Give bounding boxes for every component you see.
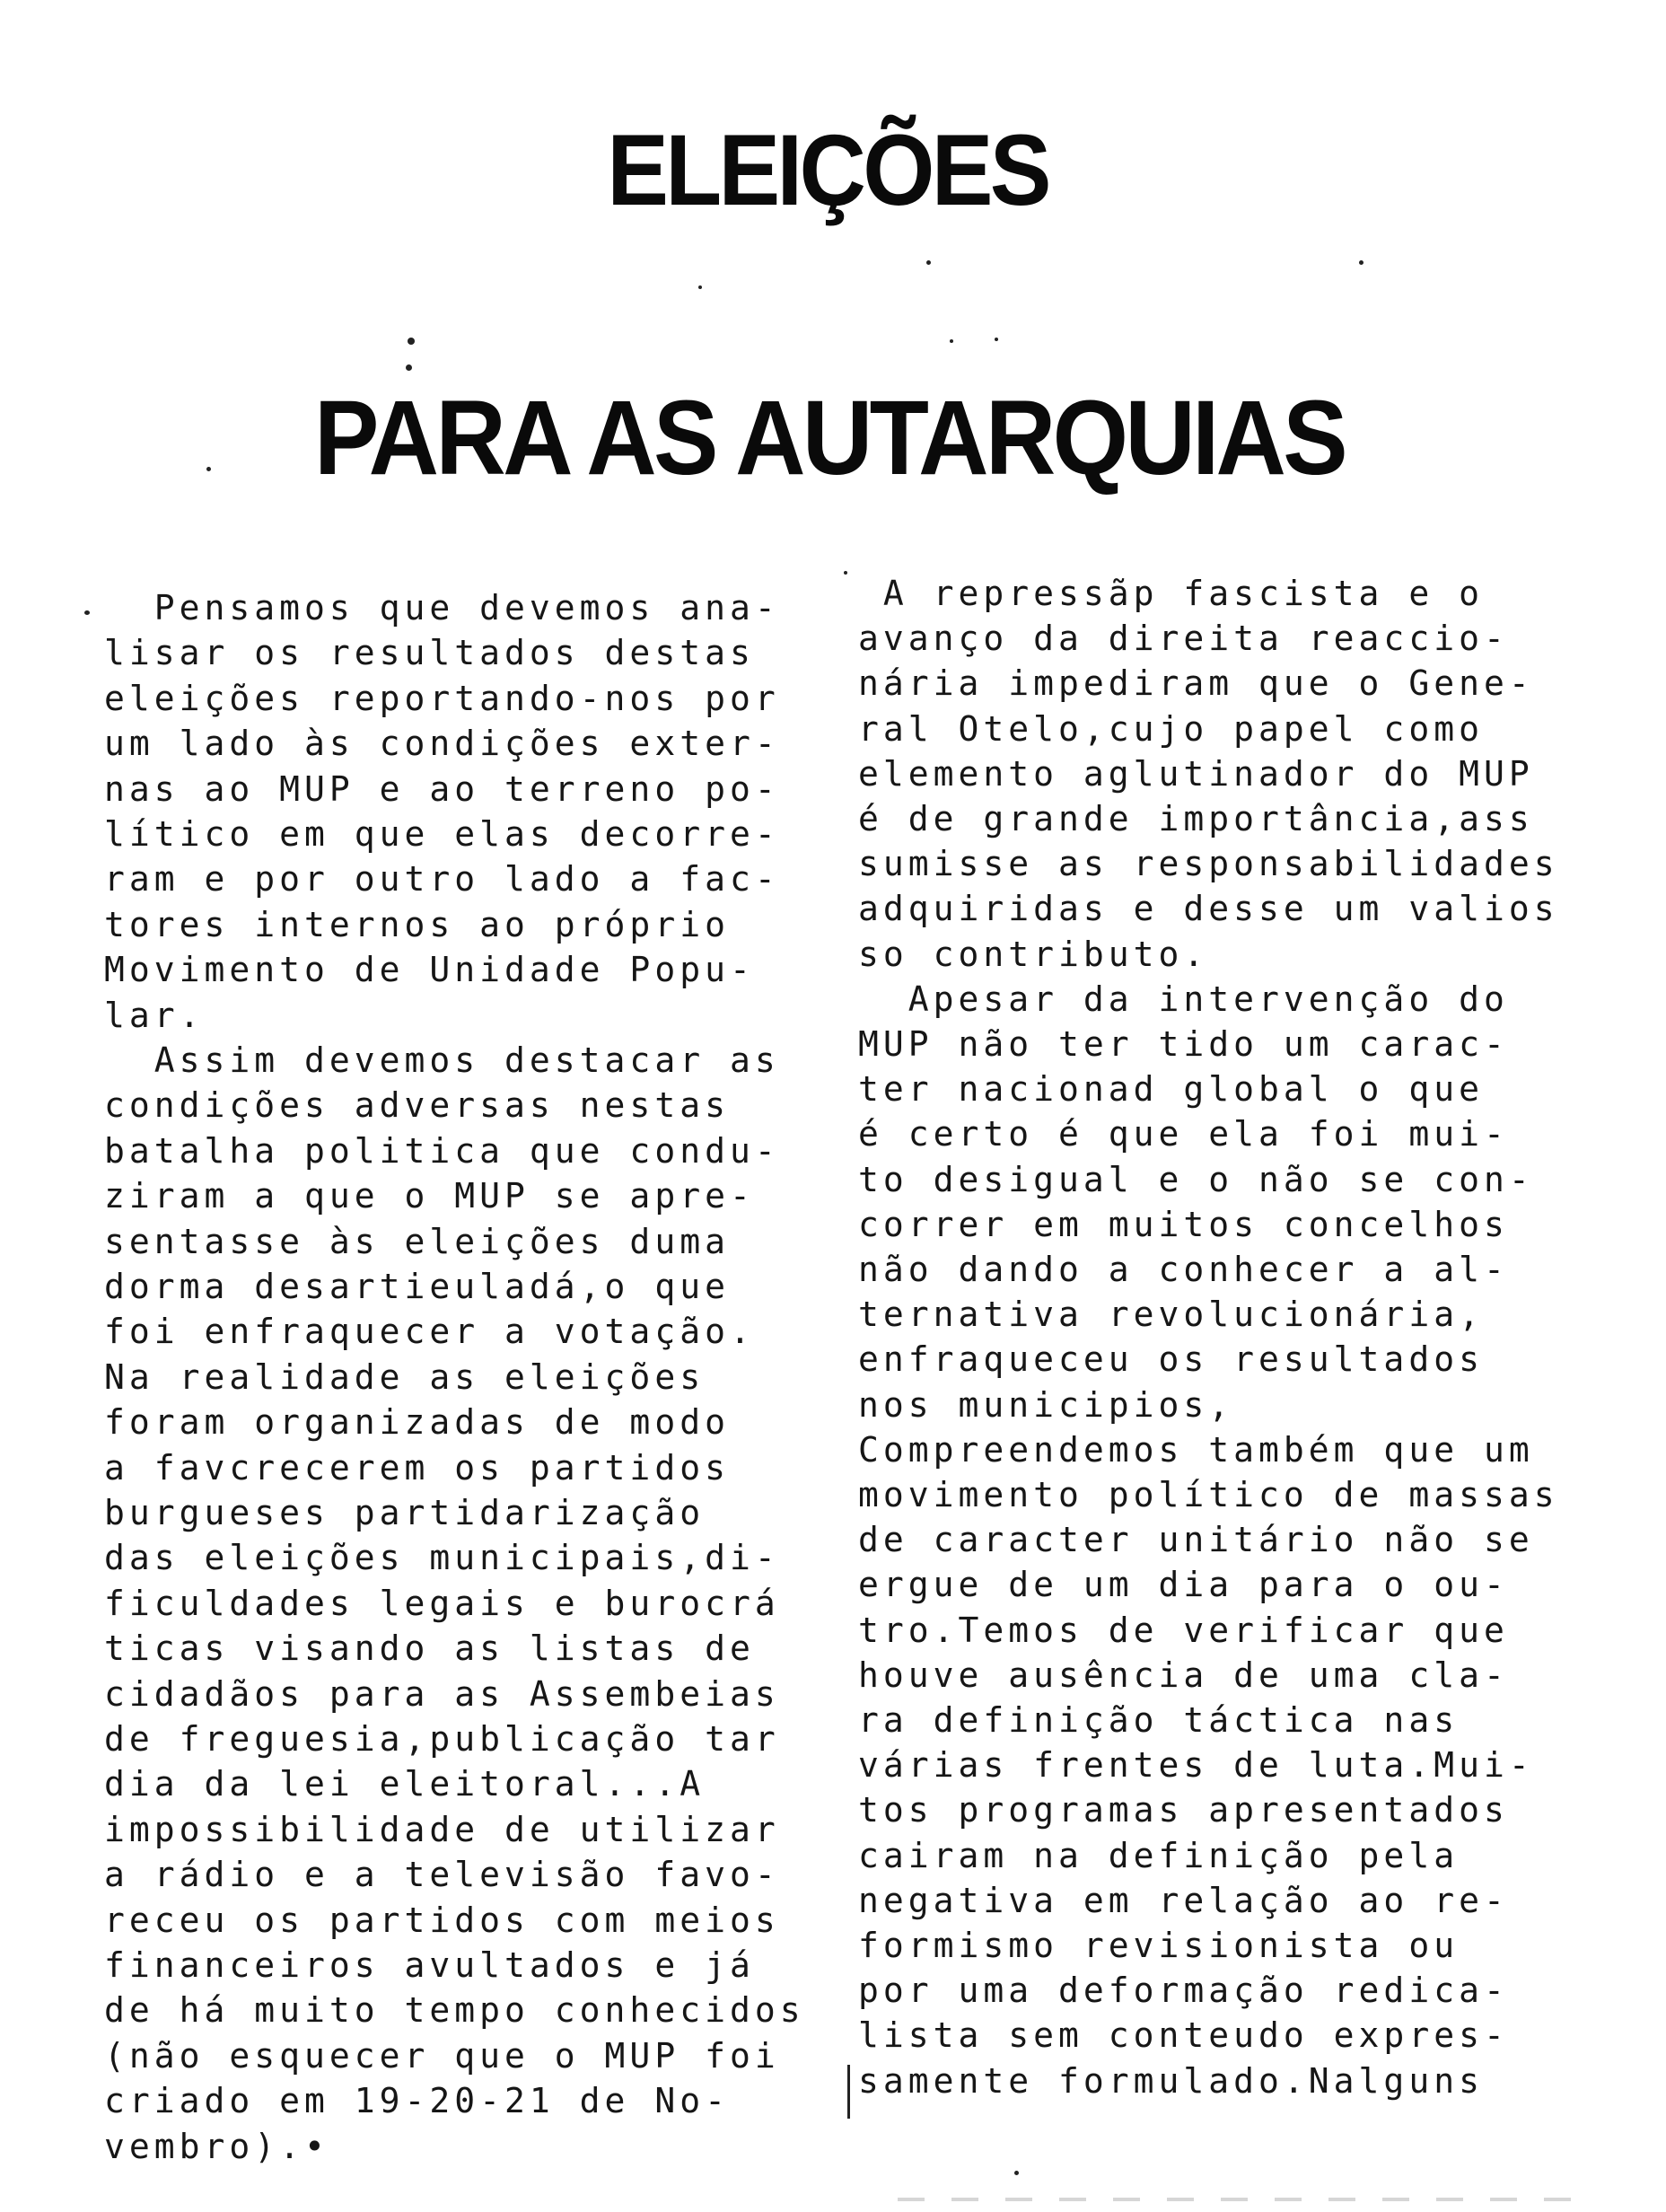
text-line: dia da lei eleitoral...A — [104, 1764, 706, 1804]
text-line: ziram a que o MUP se apre- — [104, 1176, 755, 1216]
text-line: lar. — [104, 995, 205, 1035]
scan-speck — [698, 285, 702, 289]
margin-mark — [847, 2065, 850, 2119]
scan-speck — [408, 338, 415, 345]
text-line: tores internos ao próprio — [104, 904, 730, 944]
text-line: Movimento de Unidade Popu- — [104, 950, 755, 990]
headline-para-as-autarquias: PARA AS AUTARQUIAS — [313, 379, 1346, 497]
text-line: houve ausência de uma cla- — [858, 1655, 1509, 1695]
text-line: Assim devemos destacar as — [104, 1040, 780, 1080]
text-line: samente formulado.Nalguns — [858, 2060, 1484, 2101]
text-line: criado em 19-20-21 de No- — [104, 2081, 730, 2121]
text-line: ergue de um dia para o ou- — [858, 1565, 1509, 1605]
text-line: um lado às condições exter- — [104, 724, 780, 764]
scan-speck — [84, 610, 90, 615]
text-line: movimento político de massas — [858, 1475, 1559, 1514]
text-line: cidadãos para as Assembeias — [104, 1673, 780, 1714]
text-line: nos municipios, — [858, 1384, 1234, 1425]
text-line: foi enfraquecer a votação. — [104, 1312, 755, 1352]
text-line: so contributo. — [858, 934, 1209, 974]
scan-speck — [844, 571, 847, 575]
text-line: ra definição táctica nas — [858, 1700, 1460, 1740]
text-line: batalha politica que condu- — [104, 1130, 780, 1171]
text-line: foram organizadas de modo — [104, 1402, 730, 1443]
text-line: a favcrecerem os partidos — [104, 1447, 730, 1488]
text-line: várias frentes de luta.Mui- — [858, 1745, 1534, 1786]
text-line: ticas visando as listas de — [104, 1628, 755, 1669]
scan-speck — [1014, 2171, 1019, 2175]
text-line: elemento aglutinador do MUP — [858, 753, 1534, 794]
scan-speck — [995, 338, 998, 341]
text-line: ternativa revolucionária, — [858, 1295, 1484, 1335]
text-line: eleições reportando-nos por — [104, 678, 780, 718]
bottom-edge-noise — [898, 2198, 1598, 2201]
text-line: lisar os resultados destas — [104, 633, 755, 673]
text-line: correr em muitos concelhos — [858, 1204, 1509, 1244]
scan-speck — [406, 364, 412, 371]
text-line: impossibilidade de utilizar — [104, 1809, 780, 1849]
text-line: não dando a conhecer a al- — [858, 1250, 1509, 1289]
headline-eleicoes: ELEIÇÕES — [607, 114, 1048, 226]
text-line: dorma desartieuladá,o que — [104, 1267, 730, 1306]
text-line: Apesar da intervenção do — [858, 979, 1509, 1019]
text-line: de freguesia,publicação tar — [104, 1719, 780, 1759]
text-line: por uma deformação redica- — [858, 1971, 1509, 2011]
text-line: Compreendemos também que um — [858, 1429, 1534, 1470]
text-line: financeiros avultados e já — [104, 1945, 755, 1985]
text-line: (não esquecer que o MUP foi — [104, 2035, 780, 2076]
scan-speck — [926, 260, 931, 265]
text-line: a rádio e a televisão favo- — [104, 1855, 780, 1895]
text-line: formismo revisionista ou — [858, 1926, 1460, 1965]
text-line: ral Otelo,cujo papel como — [858, 708, 1484, 749]
text-line: ter nacionad global o que — [858, 1069, 1484, 1110]
text-line: receu os partidos com meios — [104, 1900, 780, 1940]
scan-speck — [206, 467, 211, 471]
text-line: adquiridas e desse um valios — [858, 889, 1559, 929]
text-line: sentasse às eleições duma — [104, 1221, 730, 1261]
text-line: de há muito tempo conhecidos — [104, 1990, 805, 2031]
text-line: vembro).• — [104, 2126, 329, 2166]
text-line: ram e por outro lado a fac- — [104, 859, 780, 900]
text-line: negativa em relação ao re- — [858, 1880, 1509, 1920]
text-line: é certo é que ela foi mui- — [858, 1114, 1509, 1154]
text-line: A repressãp fascista e o — [858, 574, 1484, 613]
scan-speck — [1359, 260, 1363, 265]
scan-speck — [950, 339, 953, 343]
text-line: nas ao MUP e ao terreno po- — [104, 768, 780, 809]
text-line: condições adversas nestas — [104, 1085, 730, 1126]
text-line: burgueses partidarização — [104, 1493, 706, 1532]
text-line: Pensamos que devemos ana- — [104, 588, 780, 628]
text-line: cairam na definição pela — [858, 1835, 1460, 1875]
text-line: lista sem conteudo expres- — [858, 2015, 1509, 2056]
text-line: Na realidade as eleições — [104, 1356, 706, 1397]
text-line: nária impediram que o Gene- — [858, 663, 1534, 704]
text-line: das eleições municipais,di- — [104, 1538, 780, 1578]
text-line: de caracter unitário não se — [858, 1520, 1534, 1560]
text-line: avanço da direita reaccio- — [858, 619, 1509, 659]
text-line: enfraqueceu os resultados — [858, 1339, 1484, 1380]
text-line: MUP não ter tido um carac- — [858, 1024, 1509, 1064]
text-line: tos programas apresentados — [858, 1790, 1509, 1830]
text-line: ficuldades legais e burocrá — [104, 1583, 780, 1623]
text-line: tro.Temos de verificar que — [858, 1610, 1509, 1650]
text-line: é de grande importância,ass — [858, 799, 1534, 838]
text-line: sumisse as responsabilidades — [858, 844, 1559, 884]
text-line: lítico em que elas decorre- — [104, 814, 780, 854]
text-line: to desigual e o não se con- — [858, 1159, 1534, 1199]
